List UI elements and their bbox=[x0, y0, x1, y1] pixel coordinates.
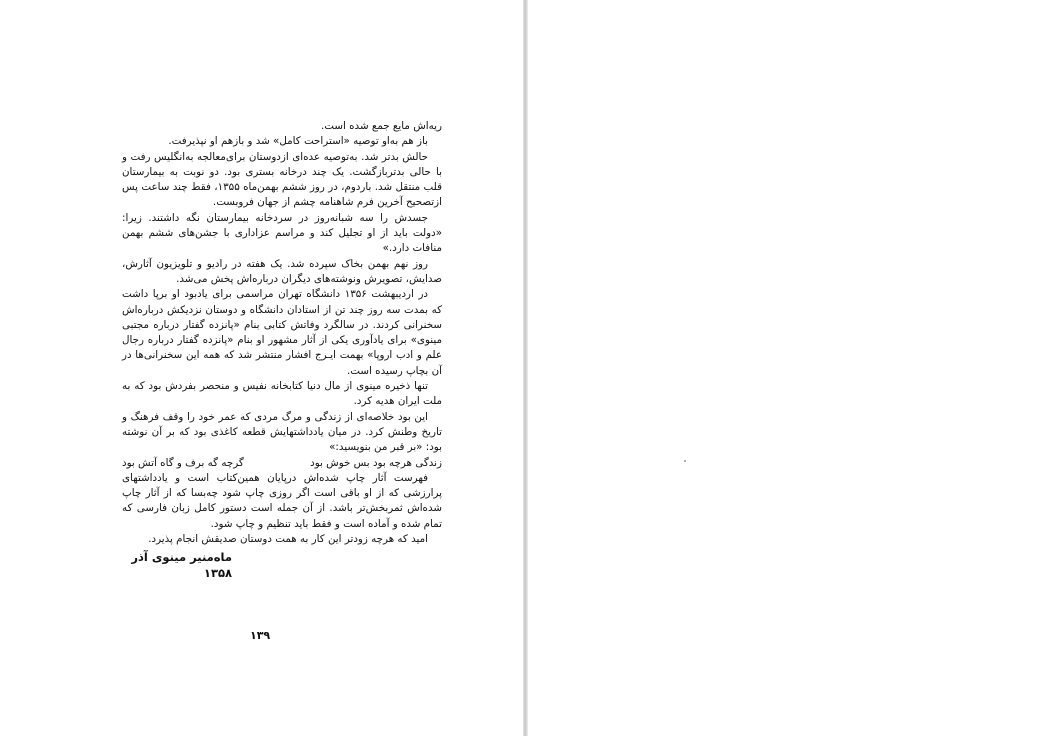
paragraph: ریه‌اش مایع جمع شده است. bbox=[321, 120, 442, 132]
poem-verse bbox=[122, 456, 442, 471]
paragraph: این بود خلاصه‌ای از زندگی و مرگ مردی که عمر خود را وقف فرهنگ و تاریخ وطنش کرد. در میان یادداشتهایش قطعه کاغذی بود که بر آن نوشته بود: «بر قبر من بنویسید:» bbox=[122, 410, 442, 454]
right-page bbox=[528, 0, 1055, 736]
author-signature: ماه‌منیر مینوی آذر ۱۳۵۸ bbox=[131, 550, 232, 580]
left-page bbox=[0, 0, 523, 736]
scan-speck bbox=[684, 460, 686, 462]
paragraph: روز نهم بهمن بخاک سپرده شد. یک هفته در رادیو و تلویزیون آثارش، صدایش، تصویرش ونوشته‌های دیگران درباره‌اش پخش می‌شد. bbox=[122, 257, 442, 285]
paragraph: حالش بدتر شد. به‌توصیه عده‌ای ازدوستان برای‌معالجه به‌انگلیس رفت و با حالی بدتربازگشت. یک چند درخانه بستری بود. دو نوبت به بیمارستان قلب منتقل شد. باردوم، در روز ششم بهمن‌ماه ۱۳۵۵، فقط چند ساعت پس ازتصحیح آخرین فرم شاهنامه چشم از جهان فروبست. bbox=[122, 150, 442, 209]
paragraph: در اردیبهشت ۱۳۵۶ دانشگاه تهران مراسمی برای یادبود او برپا داشت که بمدت سه روز چند تن از استادان دانشگاه و دوستان نزدیکش درباره‌اش سخنرانی کردند. در سالگرد وفاتش کتابی بنام «پانزده گفتار درباره مجتبی مینوی» برای یادآوری یکی از آثار مشهور او بنام «پانزده گفتار درباره رجال علم و ادب اروپا» بهمت ایـرج افشار منتشر شد که همه این سخنرانی‌ها در آن بچاپ رسیده است. bbox=[122, 288, 442, 377]
verse-first-hemistich: زندگی هرچه بود بس خوش بود bbox=[310, 456, 442, 469]
paragraph: باز هم به‌او توصیه «استراحت کامل» شد و بازهم او نپذیرفت. bbox=[168, 135, 428, 148]
verse-second-hemistich: گرچه گه برف و گاه آتش بود bbox=[122, 456, 244, 469]
paragraph: جسدش را سه شبانه‌روز در سردخانه بیمارستان نگه داشتند. زیرا: «دولت باید از او تجلیل کند و مراسم عزاداری با جشن‌های ششم بهمن منافات دارد.» bbox=[122, 211, 442, 255]
paragraph: تنها ذخیره مینوی از مال دنیا کتابخانه نفیس و منحصر بفردش بود که به ملت ایران هدیه کرد. bbox=[122, 380, 442, 408]
page-number: ۱۳۹ bbox=[250, 629, 271, 642]
paragraph: امید که هرچه زودتر این کار به همت دوستان صدیقش انجام پذیرد. bbox=[148, 533, 428, 546]
page-body-text bbox=[122, 119, 442, 581]
paragraph: فهرست آثار چاپ شده‌اش درپایان همین‌کتاب است و یادداشتهای پرارزشی که از او باقی است اگر روزی چاپ شود چه‌بسا که از آثار چاپ شده‌اش ثمربخش‌تر باشد. از آن جمله است دستور کامل زبان فارسی که تمام شده و آماده است و فقط باید تنظیم و چاپ شود. bbox=[122, 471, 442, 530]
